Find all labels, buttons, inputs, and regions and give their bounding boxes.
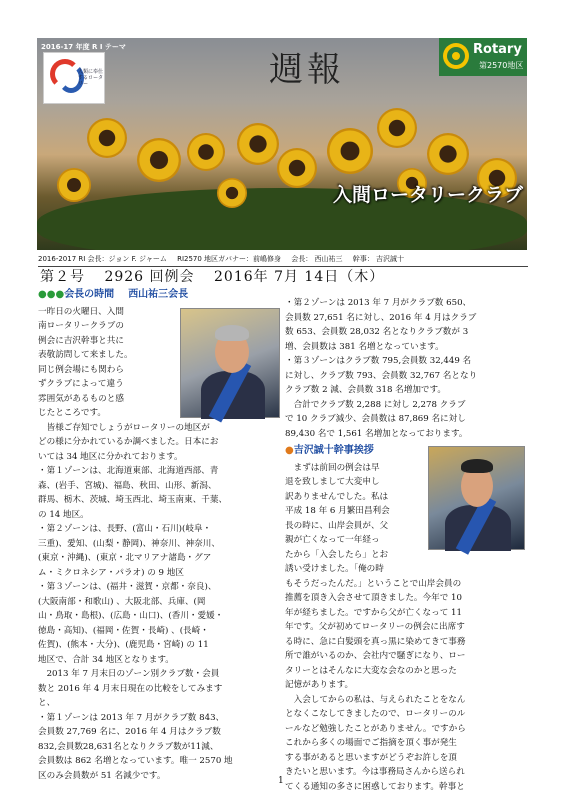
text-line: ・第３ゾーンは、(福井・滋賀・京都・奈良)、	[38, 582, 217, 592]
text-line: 親が亡くなって一年経っ	[285, 535, 380, 545]
dots-icon: ●●●	[38, 289, 65, 300]
text-line: 記憶があります。	[285, 680, 354, 690]
text-line: 2013 年 7 月末日のゾーン別クラブ数・会員	[38, 669, 220, 679]
text-line: 数と 2016 年 4 月末日現在の比較をしてみます	[38, 683, 223, 694]
sunflower-image	[377, 108, 417, 148]
text-line: 年です。父が初めてロータリーの例会に出席す	[285, 622, 465, 632]
text-line: 一昨日の火曜日、入間	[38, 306, 124, 317]
text-line: の 14 地区。	[38, 509, 89, 520]
text-line: 89,430 名で 1,561 名増加となっております。	[285, 428, 468, 439]
text-line: 山・鳥取・島根)、(広島・山口)、(香川・愛媛・	[38, 611, 224, 621]
president-photo	[180, 308, 280, 418]
sunflower-image	[217, 178, 247, 208]
text-line: ・第２ゾーンは、長野、(富山・石川)(岐阜・	[38, 524, 212, 534]
section-title: 吉沢誠十幹事挨拶	[293, 445, 374, 456]
text-line: たから「入会したら」とお	[285, 549, 389, 560]
text-line: となくこなしてきましたので、ロータリーのル	[285, 709, 466, 719]
text-line: じたところです。	[38, 408, 106, 418]
rotary-badge	[439, 38, 527, 76]
president-section-heading	[38, 288, 273, 303]
text-line: ・第１ゾーンは、北海道東部、北海道西部、青	[38, 466, 219, 476]
text-line: ールなど勉強したことがありません。ですから	[285, 723, 466, 734]
text-line: 地区で、合計 34 地区となります。	[38, 654, 174, 665]
text-line: に対し、クラブ数 793、会員数 32,767 名となり	[285, 370, 478, 381]
text-line: 表敬訪問して来ました。	[38, 350, 133, 360]
sunflower-image	[327, 128, 373, 174]
issue-date: 2016年 7月 14日（木）	[214, 269, 385, 285]
text-line: 年が経ちました。ですから父が亡くなって 11	[285, 607, 462, 618]
text-line: 入会してからの私は、与えられたことをなん	[285, 694, 466, 705]
text-line: もそうだったんだ。」ということで山岸会員の	[285, 578, 462, 589]
text-line: 誘い受けました。「俺の時	[285, 564, 384, 574]
theme-logo	[43, 52, 105, 104]
sunflower-image	[187, 133, 225, 171]
text-line: 雰囲気があるものと感	[38, 393, 124, 404]
text-line: 数 653、会員数 28,032 名となりクラブ数が 3	[285, 327, 469, 337]
sunflower-image	[57, 168, 91, 202]
sunflower-image	[427, 133, 469, 175]
text-line: ・第２ゾーンは 2013 年 7 月がクラブ数 650、	[285, 298, 472, 308]
text-line: する事があると思いますがどうぞお許しを頂	[285, 752, 457, 763]
text-line: いては 34 地区に分かれております。	[38, 451, 183, 462]
text-line: る時に、急に白髪頭を真っ黒に染めてきて事務	[285, 636, 466, 647]
text-line: (大阪南部・和歌山) 、大阪北部、兵庫、(岡	[38, 596, 206, 607]
sunflower-image	[237, 123, 279, 165]
sunflower-image	[137, 138, 181, 182]
text-line: で 10 クラブ減少、会員数は 87,869 名に対し	[285, 414, 466, 424]
rotary-district: 第2570地区	[479, 61, 524, 70]
text-line: まずは前回の例会は早	[285, 462, 380, 473]
text-line: 区のみ会員数が 51 名減少です。	[38, 770, 166, 781]
rotary-wheel-icon	[443, 43, 469, 69]
text-line: 同じ例会場にも関わら	[38, 364, 124, 375]
sunflower-image	[277, 148, 317, 188]
text-line: 三重)、愛知、(山梨・静岡)、神奈川、神奈川、	[38, 538, 220, 549]
text-line: ずクラブによって違う	[38, 379, 124, 389]
page-number: 1	[278, 776, 284, 786]
text-line: 推薦を頂き入会させて頂きました。今年で 10	[285, 593, 462, 603]
meeting-number: 2926 回例会	[104, 269, 195, 285]
newsletter-title: 週報	[269, 50, 345, 90]
club-president: 会長： 西山祐三	[291, 255, 343, 263]
text-line: 徳島・高知)、(福岡・佐賀・長崎) 、(長崎・	[38, 625, 209, 636]
text-line: 例会に吉沢幹事と共に	[38, 335, 124, 346]
text-line: ・第３ゾーンはクラブ数 795,会員数 32,449 名	[285, 356, 472, 366]
secretary-photo	[428, 446, 525, 550]
section-title: 会長の時間	[64, 289, 115, 300]
text-line: 増、会員数は 381 名増となっています。	[285, 341, 444, 352]
hair	[215, 325, 249, 341]
theme-label: 2016-17 年度 R I テーマ	[41, 43, 126, 51]
text-line: 佐賀)、(熊本・大分)、(鹿児島・宮崎) の 11	[38, 640, 209, 650]
text-line: クラブ数 2 減、会員数 318 名増加です。	[285, 385, 447, 395]
text-line: てくる通知の多さに困惑しております。幹事と	[285, 781, 465, 792]
text-line: ・第１ゾーンは 2013 年 7 月がクラブ数 843、	[38, 712, 225, 723]
orange-dot-icon: ●	[285, 445, 294, 456]
text-line: 所で誰がいるのか、会社内で騒ぎになり、ロー	[285, 651, 466, 661]
text-line: 会員数 27,651 名に対し、2016 年 4 月はクラブ	[285, 312, 477, 323]
hair	[461, 459, 493, 473]
text-line: 南ロータリークラブの	[38, 321, 124, 331]
text-line: 平成 18 年 6 月繁田昌利会	[285, 506, 390, 516]
text-line: 合計でクラブ数 2,288 に対し 2,278 クラブ	[285, 399, 466, 410]
issue-line	[40, 266, 398, 286]
logo-slogan: 人類に奉仕するロータリー	[78, 69, 104, 87]
text-line: 会員数 27,769 名に、2016 年 4 月はクラブ数	[38, 727, 221, 737]
text-line: ム・ミクロネシア・パラオ) の 9 地区	[38, 567, 184, 578]
text-line: 群馬、栃木、茨城、埼玉西北、埼玉南東、千葉、	[38, 495, 228, 505]
text-line: 森、(岩手、宮城)、福島、秋田、山形、新潟、	[38, 480, 217, 491]
text-line: 832,会員数28,631名となりクラブ数が11減、	[38, 741, 219, 752]
club-name: 入間ロータリークラブ	[332, 184, 523, 206]
header-banner	[37, 38, 527, 250]
text-line: 訳ありませんでした。私は	[285, 491, 389, 502]
section-author: 西山祐三会長	[128, 289, 189, 300]
district-governor: RI2570 地区ガバナー：前嶋修身	[177, 255, 282, 263]
zone-statistics	[285, 296, 530, 441]
text-line: と、	[38, 698, 56, 708]
text-line: (東京・沖縄)、(東京・北マリアナ諸島・グア	[38, 553, 212, 563]
text-line: 会員数は 862 名増となっています。唯一 2570 地	[38, 756, 233, 766]
text-line: 退を致しまして大変申し	[285, 477, 380, 487]
text-line: どの様に分かれているか調べました。日本にお	[38, 437, 219, 447]
club-secretary: 幹事： 吉沢誠十	[352, 255, 404, 263]
rotary-wordmark: Rotary	[473, 42, 522, 57]
sunflower-image	[87, 118, 127, 158]
text-line: 長の時に、山岸会員が、父	[285, 520, 389, 531]
text-line: きたいと思います。今は事務局さんから送られ	[285, 767, 465, 777]
ri-president: 2016-2017 RI 会長：ジョン F. ジャーム	[38, 255, 167, 263]
text-line: これから多くの場面でご指摘を頂く事が発生	[285, 738, 457, 748]
text-line: 皆様ご存知でしょうがロータリーの地区が	[38, 422, 210, 433]
text-line: タリーとはそんなに大変な会なのかと思った	[285, 665, 457, 676]
issue-number: 第２号	[40, 269, 85, 285]
